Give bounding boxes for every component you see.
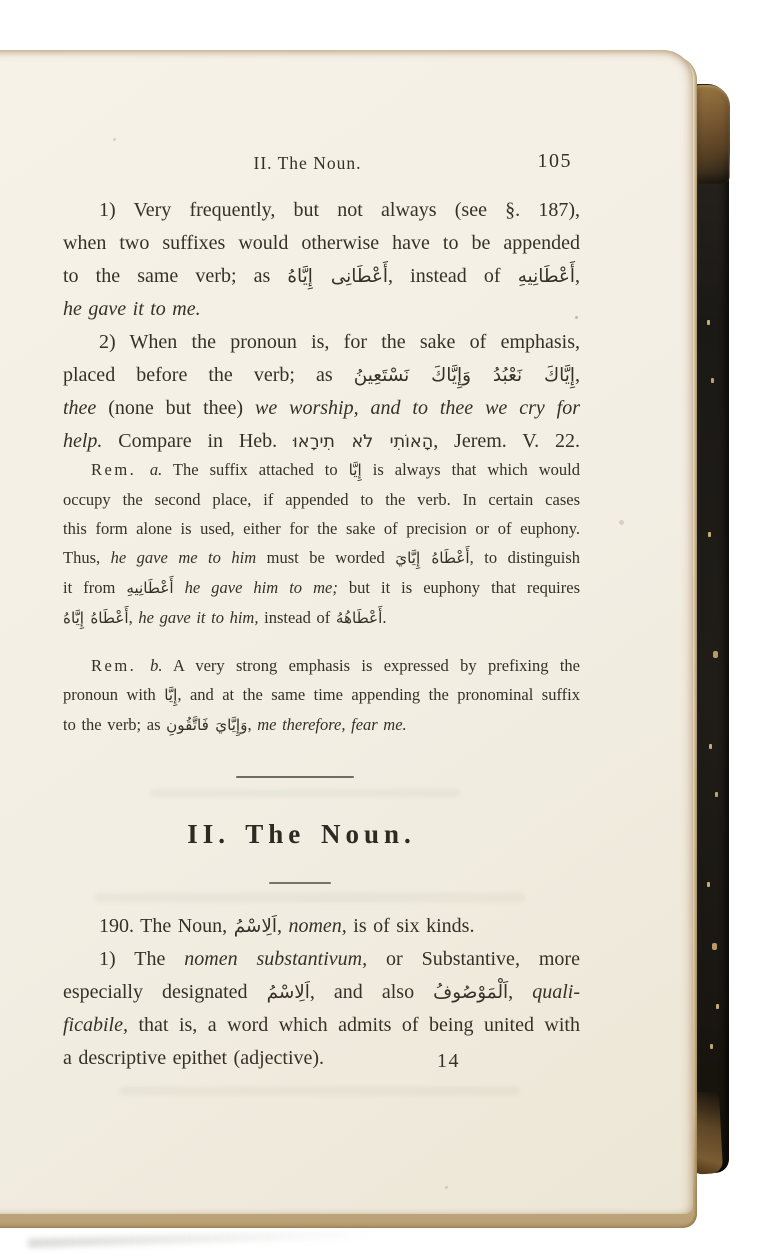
text-line: help. Compare in Heb. הָאוֹתִי לֹא תִירָאוּ, Jerem. V. 22.: [63, 430, 580, 452]
divider-1: [236, 776, 354, 778]
page-blocks: [63, 194, 580, 1075]
p2: [63, 326, 580, 459]
table-shadow: [28, 1229, 373, 1248]
divider-2: [269, 882, 331, 884]
text-line: Rem. b. A very strong emphasis is expressed by prefixing the: [91, 656, 580, 675]
text-line: Thus, he gave me to him must be worded أَعْطَاهُ إِيَّايَ, to distinguish: [63, 548, 581, 567]
text-line: when two suffixes would otherwise have to be appended: [63, 232, 580, 254]
text-line: it from أَعْطَانِيهِ he gave him to me; but it is euphony that requires: [63, 578, 581, 597]
running-head: [63, 152, 580, 174]
text-line: ficabile, that is, a word which admits of being united with: [63, 1014, 580, 1036]
text-line: a descriptive epithet (adjective).: [63, 1047, 325, 1069]
text-line: this form alone is used, either for the sake of precision or of euphony.: [63, 519, 580, 538]
rem-b: [63, 651, 580, 740]
signature-mark: 14: [437, 1050, 460, 1072]
book-cover-edge: [695, 84, 729, 1173]
text-line: to the verb; as وَإِيَّايَ فَاتَّقُونِ, me therefore, fear me.: [63, 715, 407, 734]
cover-specks: [707, 320, 710, 325]
leather-wear-top: [696, 85, 730, 184]
p190: [63, 910, 580, 1075]
page-number: 105: [537, 150, 572, 172]
text-line: Rem. a. The suffix attached to إِيَّا is always that which would: [91, 460, 580, 479]
text-line: thee (none but thee) we worship, and to thee we cry for: [63, 397, 580, 419]
text-line: 1) Very frequently, but not always (see §. 187),: [99, 199, 580, 221]
text-line: 190. The Noun, اَلِاسْمُ, nomen, is of six kinds.: [99, 915, 475, 937]
text-line: 1) The nomen substantivum, or Substantive, more: [99, 948, 580, 970]
text-line: أَعْطَاهُ إِيَّاهُ, he gave it to him, instead of أَعْطَاهُهُ.: [63, 608, 387, 627]
text-column: [63, 152, 580, 1075]
text-line: pronoun with إِيَّا, and at the same time appending the pronominal suffix: [63, 685, 580, 704]
rem-a: [63, 455, 580, 633]
text-line: 2) When the pronoun is, for the sake of emphasis,: [99, 331, 580, 353]
p1: [63, 194, 580, 326]
text-line: placed before the verb; as إِيَّاكَ نَعْبُدُ وَإِيَّاكَ نَسْتَعِينُ,: [63, 364, 580, 386]
text-line: to the same verb; as أَعْطَانِى إِيَّاهُ, instead of أَعْطَانِيهِ,: [63, 265, 580, 287]
show-through-ghost: [120, 1087, 520, 1095]
section-heading: II. The Noun.: [187, 819, 416, 849]
text-line: he gave it to me.: [63, 298, 201, 320]
running-head-title: II. The Noun.: [253, 153, 362, 173]
text-line: occupy the second place, if appended to the verb. In certain cases: [63, 490, 580, 509]
text-line: especially designated اَلِاسْمُ, and also اَلْمَوْصُوفُ, quali-: [63, 981, 580, 1003]
